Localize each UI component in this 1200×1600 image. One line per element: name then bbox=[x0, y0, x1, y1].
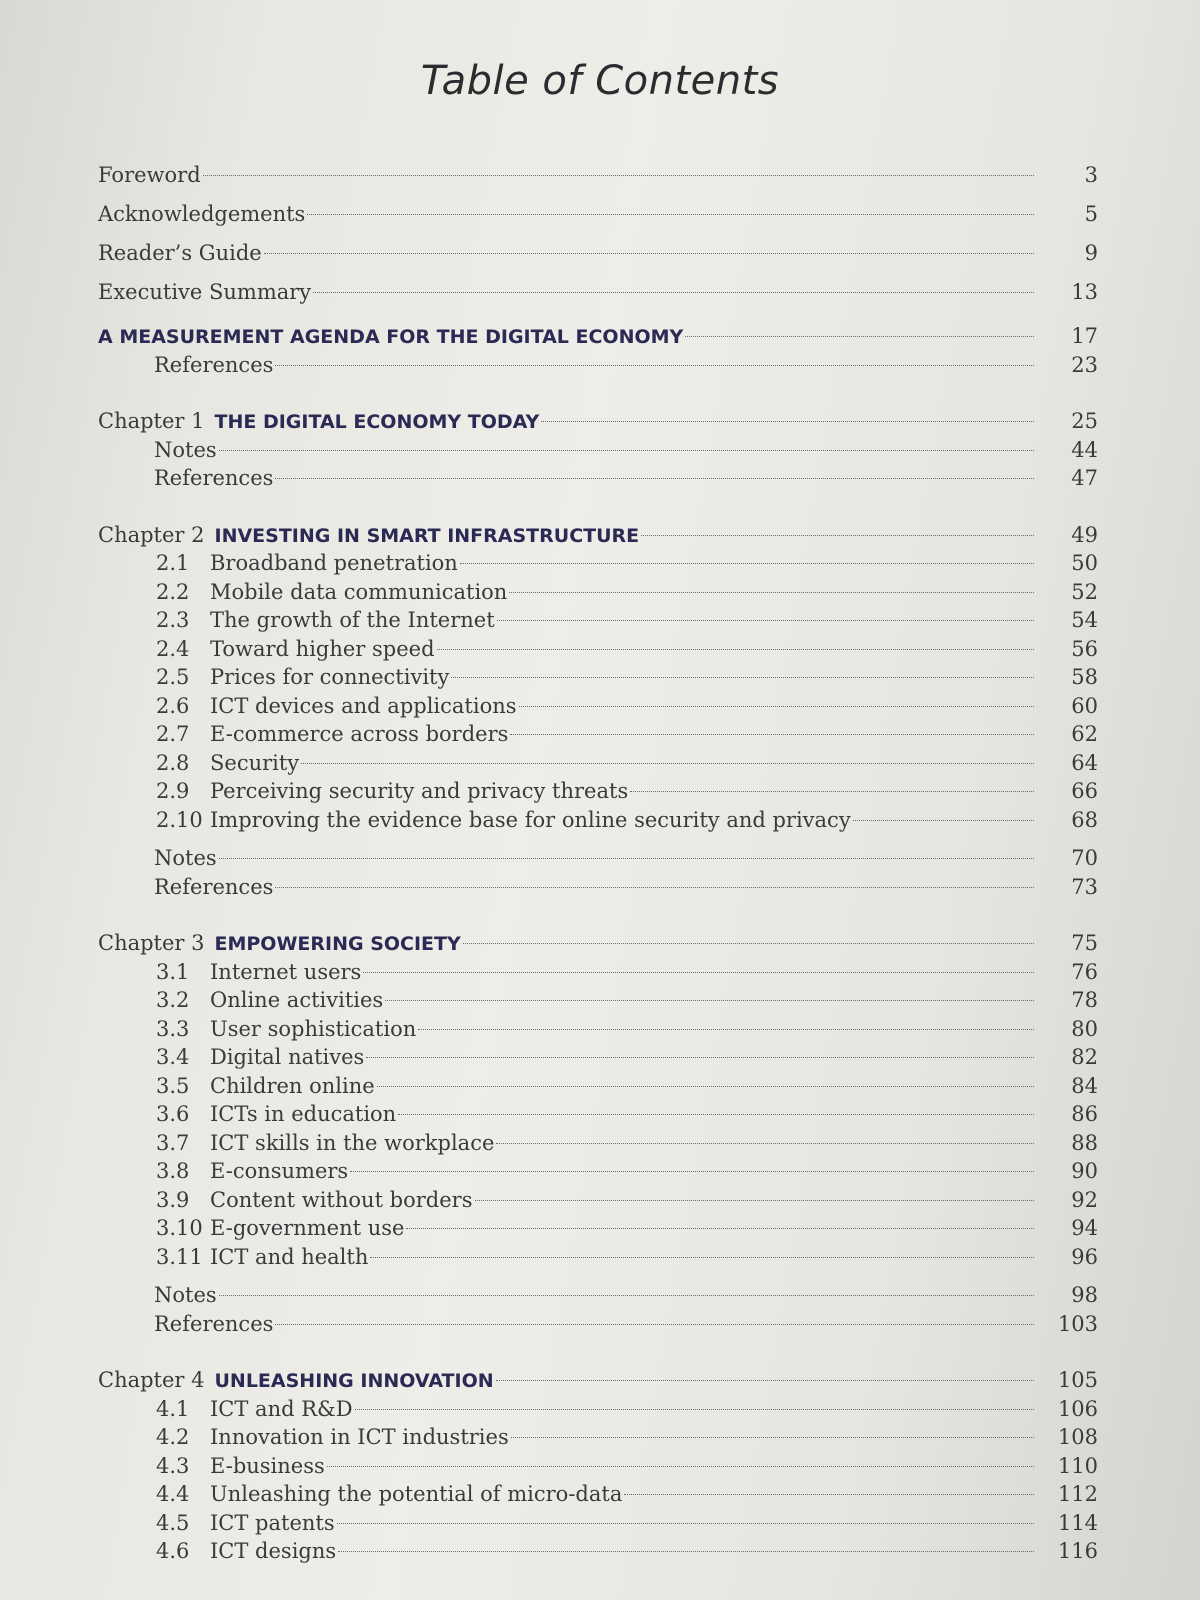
chapter-heading: UNLEASHING INNOVATION bbox=[214, 1370, 494, 1392]
chapter-label: Chapter 3 bbox=[98, 931, 205, 955]
page-number: 94 bbox=[1071, 1216, 1098, 1240]
page-number: 3 bbox=[1084, 163, 1098, 187]
dot-leader bbox=[510, 734, 1034, 735]
chapter-heading: EMPOWERING SOCIETY bbox=[214, 933, 461, 955]
section-number: 4.5 bbox=[156, 1510, 190, 1535]
entry-label: Digital natives bbox=[210, 1045, 365, 1069]
dot-leader bbox=[685, 336, 1034, 337]
entry-label: User sophistication bbox=[210, 1016, 417, 1041]
dot-leader bbox=[313, 292, 1034, 293]
toc-entry-section bbox=[98, 1423, 1098, 1452]
page-number: 106 bbox=[1057, 1396, 1098, 1421]
page-number: 105 bbox=[1057, 1368, 1098, 1392]
entry-label: E-business bbox=[210, 1453, 325, 1478]
entry-label: ICT and R&D bbox=[210, 1396, 353, 1421]
toc-entry-agenda bbox=[98, 322, 1098, 351]
page-number: 44 bbox=[1071, 437, 1098, 462]
toc-entry-section bbox=[98, 1509, 1098, 1538]
dot-leader bbox=[541, 421, 1034, 422]
toc-entry-executive-summary bbox=[98, 273, 1098, 312]
toc-entry-section bbox=[98, 806, 1098, 835]
toc-entry-section bbox=[98, 958, 1098, 987]
section-number: 2.3 bbox=[156, 608, 190, 632]
entry-label: Notes bbox=[154, 846, 217, 870]
toc-entry-section bbox=[98, 692, 1098, 721]
page-number: 88 bbox=[1071, 1130, 1098, 1155]
page-number: 47 bbox=[1071, 466, 1098, 490]
page-number: 68 bbox=[1071, 807, 1098, 832]
dot-leader bbox=[519, 706, 1034, 707]
section-number: 2.4 bbox=[156, 636, 190, 661]
dot-leader bbox=[337, 1523, 1034, 1524]
dot-leader bbox=[406, 1228, 1034, 1229]
entry-label: Internet users bbox=[210, 959, 362, 984]
dot-leader bbox=[355, 1409, 1034, 1410]
page-number: 5 bbox=[1084, 202, 1098, 226]
page-number: 50 bbox=[1071, 551, 1098, 575]
toc-entry-chapter-3-references bbox=[98, 1310, 1098, 1339]
entry-label: Notes bbox=[154, 437, 217, 462]
toc-entry-section bbox=[98, 663, 1098, 692]
section-number: 2.10 bbox=[156, 807, 203, 832]
toc-entry-section bbox=[98, 578, 1098, 607]
page-number: 25 bbox=[1071, 409, 1098, 433]
dot-leader bbox=[275, 365, 1034, 366]
toc-entry-acknowledgements bbox=[98, 195, 1098, 234]
toc-entry-chapter-1-notes bbox=[98, 436, 1098, 465]
section-number: 3.8 bbox=[156, 1159, 190, 1183]
page-number: 9 bbox=[1084, 241, 1098, 265]
toc-entry-section bbox=[98, 1072, 1098, 1101]
page-number: 23 bbox=[1071, 352, 1098, 377]
toc-entry-section bbox=[98, 1015, 1098, 1044]
toc-entry-section bbox=[98, 777, 1098, 806]
chapter-label: Chapter 1 bbox=[98, 409, 205, 433]
toc-entry-section bbox=[98, 1480, 1098, 1509]
toc-entry-section bbox=[98, 720, 1098, 749]
chapter-heading: INVESTING IN SMART INFRASTRUCTURE bbox=[214, 524, 640, 547]
section-number: 3.9 bbox=[156, 1187, 190, 1212]
page-number: 108 bbox=[1057, 1425, 1098, 1449]
dot-leader bbox=[641, 535, 1034, 536]
section-number: 4.4 bbox=[156, 1482, 190, 1506]
page-number: 58 bbox=[1071, 665, 1098, 689]
entry-label: Improving the evidence base for online security and privacy bbox=[210, 807, 851, 832]
page-number: 80 bbox=[1071, 1016, 1098, 1041]
page-number: 96 bbox=[1071, 1244, 1098, 1269]
section-number: 4.3 bbox=[156, 1453, 190, 1478]
entry-label: References bbox=[154, 1311, 274, 1336]
section-number: 3.5 bbox=[156, 1073, 190, 1098]
section-number: 2.2 bbox=[156, 579, 190, 604]
entry-label: ICT patents bbox=[210, 1510, 335, 1535]
toc-entry-chapter-3 bbox=[98, 929, 1098, 958]
entry-label: Unleashing the potential of micro-data bbox=[210, 1482, 623, 1506]
dot-leader bbox=[624, 1494, 1034, 1495]
page-number: 112 bbox=[1057, 1482, 1098, 1506]
chapter-label: Chapter 4 bbox=[98, 1368, 205, 1392]
page-number: 70 bbox=[1071, 846, 1098, 870]
toc-entry-section bbox=[98, 549, 1098, 578]
toc-entry-section bbox=[98, 1214, 1098, 1243]
section-number: 2.9 bbox=[156, 779, 190, 803]
chapter-label: Chapter 2 bbox=[98, 522, 205, 547]
section-number: 3.3 bbox=[156, 1016, 190, 1041]
toc-entry-foreword bbox=[98, 156, 1098, 195]
page-number: 52 bbox=[1071, 579, 1098, 604]
dot-leader bbox=[363, 972, 1034, 973]
dot-leader bbox=[327, 1466, 1034, 1467]
page-number: 103 bbox=[1057, 1311, 1098, 1336]
entry-label: ICT skills in the workplace bbox=[210, 1130, 495, 1155]
dot-leader bbox=[370, 1257, 1034, 1258]
toc-entry-chapter-2-references bbox=[98, 873, 1098, 902]
page-number: 13 bbox=[1071, 280, 1098, 304]
toc-entry-section bbox=[98, 749, 1098, 778]
section-number: 2.1 bbox=[156, 551, 190, 575]
entry-label: Executive Summary bbox=[98, 280, 312, 304]
toc-entry-section bbox=[98, 1100, 1098, 1129]
dot-leader bbox=[437, 649, 1034, 650]
toc-entry-readers-guide bbox=[98, 234, 1098, 273]
entry-label: E-government use bbox=[210, 1216, 405, 1240]
entry-label: ICT and health bbox=[210, 1244, 369, 1269]
page-number: 98 bbox=[1071, 1283, 1098, 1307]
toc-entry-section bbox=[98, 1157, 1098, 1186]
section-number: 3.2 bbox=[156, 988, 190, 1012]
dot-leader bbox=[398, 1114, 1034, 1115]
entry-label: Children online bbox=[210, 1073, 375, 1098]
page-number: 116 bbox=[1057, 1539, 1098, 1563]
page-number: 73 bbox=[1071, 874, 1098, 899]
toc-entry-section bbox=[98, 635, 1098, 664]
dot-leader bbox=[418, 1029, 1034, 1030]
toc-entry-section bbox=[98, 1452, 1098, 1481]
page-number: 64 bbox=[1071, 750, 1098, 775]
section-number: 3.1 bbox=[156, 959, 190, 984]
entry-label: Security bbox=[210, 750, 300, 775]
dot-leader bbox=[219, 450, 1034, 451]
section-number: 2.7 bbox=[156, 722, 190, 746]
chapter-heading: THE DIGITAL ECONOMY TODAY bbox=[214, 411, 540, 433]
entry-label: ICTs in education bbox=[210, 1102, 397, 1126]
section-number: 3.10 bbox=[156, 1216, 203, 1240]
dot-leader bbox=[275, 887, 1034, 888]
entry-label: ICT devices and applications bbox=[210, 693, 517, 718]
entry-label: ICT designs bbox=[210, 1539, 337, 1563]
page-number: 62 bbox=[1071, 722, 1098, 746]
section-number: 3.11 bbox=[156, 1244, 203, 1269]
toc-entry-section bbox=[98, 1186, 1098, 1215]
entry-label: Online activities bbox=[210, 988, 384, 1012]
section-number: 2.6 bbox=[156, 693, 190, 718]
page-number: 92 bbox=[1071, 1187, 1098, 1212]
section-number: 4.1 bbox=[156, 1396, 190, 1421]
dot-leader bbox=[496, 1143, 1034, 1144]
page-number: 86 bbox=[1071, 1102, 1098, 1126]
dot-leader bbox=[366, 1057, 1034, 1058]
dot-leader bbox=[460, 563, 1034, 564]
entry-label: Reader’s Guide bbox=[98, 241, 262, 265]
entry-label: Innovation in ICT industries bbox=[210, 1425, 509, 1449]
dot-leader bbox=[219, 858, 1034, 859]
dot-leader bbox=[264, 253, 1034, 254]
page-number: 54 bbox=[1071, 608, 1098, 632]
dot-leader bbox=[338, 1551, 1034, 1552]
page-title: Table of Contents bbox=[420, 58, 780, 104]
entry-label: E-consumers bbox=[210, 1159, 349, 1183]
entry-label: References bbox=[154, 352, 274, 377]
entry-label: Notes bbox=[154, 1283, 217, 1307]
section-number: 2.5 bbox=[156, 665, 190, 689]
toc-entry-chapter-1 bbox=[98, 407, 1098, 436]
dot-leader bbox=[385, 1000, 1034, 1001]
page-number: 90 bbox=[1071, 1159, 1098, 1183]
dot-leader bbox=[475, 1200, 1035, 1201]
entry-label: E-commerce across borders bbox=[210, 722, 509, 746]
toc-entry-chapter-4 bbox=[98, 1366, 1098, 1395]
dot-leader bbox=[275, 478, 1034, 479]
dot-leader bbox=[630, 791, 1034, 792]
dot-leader bbox=[350, 1171, 1034, 1172]
toc-entry-section bbox=[98, 606, 1098, 635]
page-number: 66 bbox=[1071, 779, 1098, 803]
toc-entry-section bbox=[98, 1395, 1098, 1424]
toc-entry-section bbox=[98, 1537, 1098, 1566]
toc-entry-agenda-references bbox=[98, 351, 1098, 380]
section-number: 2.8 bbox=[156, 750, 190, 775]
toc-list bbox=[98, 156, 1098, 1566]
toc-entry-section bbox=[98, 986, 1098, 1015]
entry-label: Acknowledgements bbox=[98, 202, 306, 226]
page-number: 110 bbox=[1057, 1453, 1098, 1478]
entry-label: The growth of the Internet bbox=[210, 608, 495, 632]
section-number: 3.6 bbox=[156, 1102, 190, 1126]
dot-leader bbox=[275, 1324, 1034, 1325]
toc-entry-chapter-2 bbox=[98, 521, 1098, 550]
page-number: 82 bbox=[1071, 1045, 1098, 1069]
page-number: 17 bbox=[1071, 324, 1098, 348]
entry-label: Content without borders bbox=[210, 1187, 473, 1212]
entry-label: References bbox=[154, 466, 274, 490]
dot-leader bbox=[307, 214, 1034, 215]
toc-entry-section bbox=[98, 1043, 1098, 1072]
entry-label: Mobile data communication bbox=[210, 579, 508, 604]
dot-leader bbox=[203, 175, 1034, 176]
dot-leader bbox=[497, 620, 1034, 621]
dot-leader bbox=[853, 820, 1034, 821]
dot-leader bbox=[511, 1437, 1034, 1438]
toc-entry-section bbox=[98, 1129, 1098, 1158]
entry-label: Perceiving security and privacy threats bbox=[210, 779, 629, 803]
section-number: 3.7 bbox=[156, 1130, 190, 1155]
dot-leader bbox=[463, 943, 1034, 944]
dot-leader bbox=[451, 677, 1034, 678]
dot-leader bbox=[301, 763, 1034, 764]
entry-label: Toward higher speed bbox=[210, 636, 435, 661]
section-heading: A MEASUREMENT AGENDA FOR THE DIGITAL ECONOMY bbox=[98, 326, 684, 348]
page-number: 60 bbox=[1071, 693, 1098, 718]
page-number: 49 bbox=[1071, 522, 1098, 547]
section-number: 4.6 bbox=[156, 1539, 190, 1563]
dot-leader bbox=[496, 1380, 1034, 1381]
page-number: 75 bbox=[1071, 931, 1098, 955]
entry-label: References bbox=[154, 874, 274, 899]
section-number: 3.4 bbox=[156, 1045, 190, 1069]
toc-entry-section bbox=[98, 1243, 1098, 1272]
dot-leader bbox=[377, 1086, 1034, 1087]
entry-label: Foreword bbox=[98, 163, 201, 187]
toc-entry-chapter-1-references bbox=[98, 464, 1098, 493]
dot-leader bbox=[219, 1295, 1034, 1296]
page-number: 84 bbox=[1071, 1073, 1098, 1098]
toc-entry-chapter-3-notes bbox=[98, 1281, 1098, 1310]
page-number: 114 bbox=[1057, 1510, 1098, 1535]
entry-label: Broadband penetration bbox=[210, 551, 458, 575]
page-number: 78 bbox=[1071, 988, 1098, 1012]
page-number: 56 bbox=[1071, 636, 1098, 661]
page-number: 76 bbox=[1071, 959, 1098, 984]
section-number: 4.2 bbox=[156, 1425, 190, 1449]
dot-leader bbox=[509, 592, 1034, 593]
toc-entry-chapter-2-notes bbox=[98, 844, 1098, 873]
entry-label: Prices for connectivity bbox=[210, 665, 450, 689]
